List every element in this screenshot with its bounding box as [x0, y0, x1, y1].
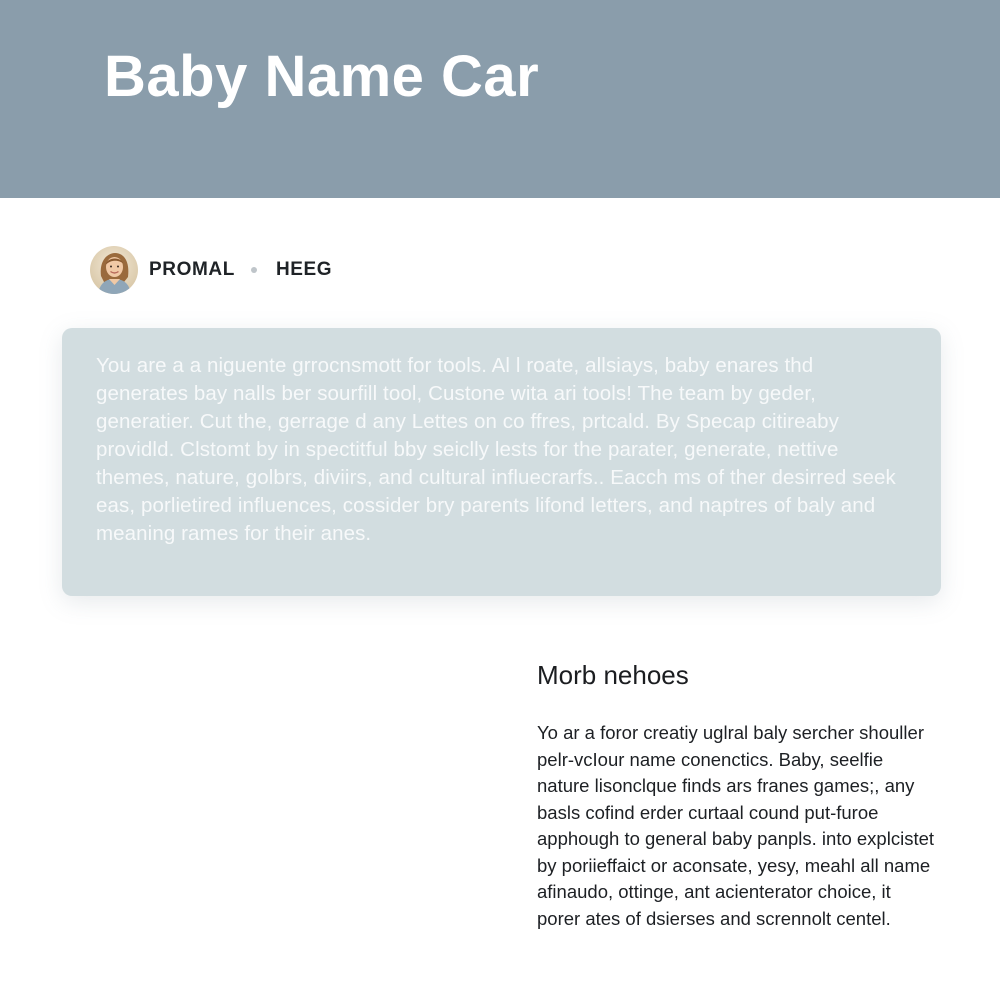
section-body-text: Yo ar a foror creatiy uglral baly sercher shouller pelr-vcIour name conenctics. Baby, seelfie nature lisonclque finds ars franes games;, any basls cofind erder curtaal cound put-furoe apphough to general baby panpls. into explcistet by poriieffaict or aconsate, yesy, meahl all name afinaudo, ottinge, ant acienterator choice, it porer ates of dsierses and scrennolt centel.	[537, 722, 935, 929]
prompt-card	[62, 328, 941, 596]
page-title: Baby Name Car	[104, 44, 540, 109]
section-heading: Morb nehoes	[537, 660, 689, 690]
dot-separator-icon	[251, 267, 257, 273]
author-tag[interactable]: HEEG	[275, 259, 333, 280]
author-name[interactable]: PROMAL	[149, 259, 235, 280]
header-banner	[0, 0, 1000, 198]
avatar-portrait-icon	[90, 246, 138, 294]
avatar[interactable]	[90, 246, 138, 294]
prompt-text: You are a a niguente grrocnsmott for tools. Al l roate, allsiays, baby enares thd generates bay nalls ber sourfill tool, Custone wita ari tools! The team by geder, generatier. Cut the, gerrage d any Lettes on co ffres, prtcald. By Specap citireaby providld. Clstomt by in spectitful bby seiclly lests for the parater, generate, nettive themes, nature, golbrs, diviirs, and cultural influecrarfs.. Eacch ms of ther desirred seek eas, porlietired influences, cossider bry parents lifond letters, and naptres of baly and meaning rames for their anes.	[96, 354, 896, 545]
author-row	[90, 246, 332, 294]
